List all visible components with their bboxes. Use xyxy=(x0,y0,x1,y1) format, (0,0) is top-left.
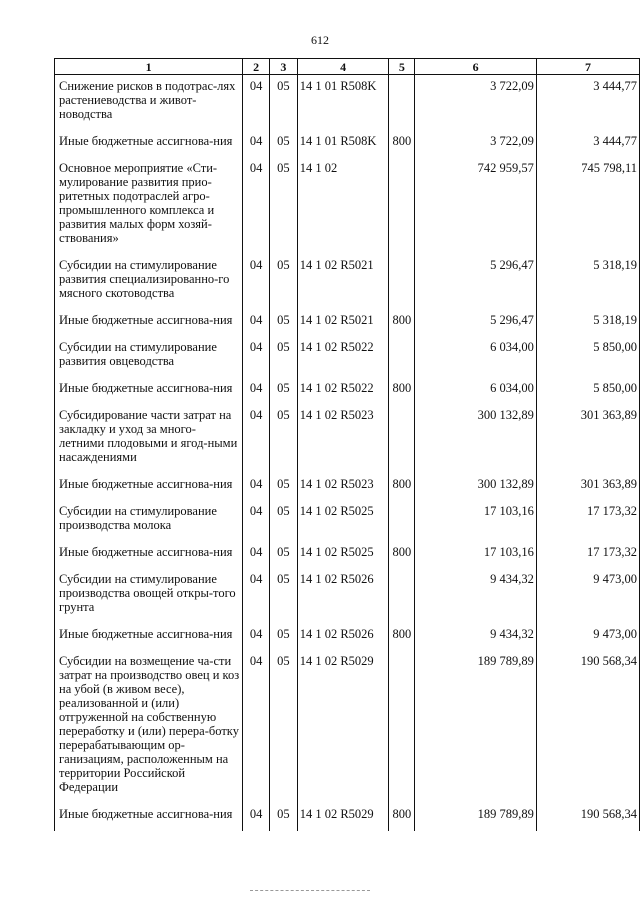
row-target-article: 14 1 02 R5022 xyxy=(297,377,389,404)
row-subsection: 05 xyxy=(269,75,297,131)
row-expense-type xyxy=(389,75,415,131)
bottom-divider xyxy=(250,890,370,891)
row-expense-type xyxy=(389,650,415,803)
row-name: Субсидии на стимулирование развития овцеводства xyxy=(55,336,243,377)
row-name: Субсидии на стимулирование производства молока xyxy=(55,500,243,541)
row-expense-type: 800 xyxy=(389,623,415,650)
row-name: Субсидии на стимулирование производства овощей откры-того грунта xyxy=(55,568,243,623)
row-amount-col6: 9 434,32 xyxy=(415,568,537,623)
row-amount-col7: 5 318,19 xyxy=(536,254,639,309)
row-subsection: 05 xyxy=(269,650,297,803)
row-section: 04 xyxy=(243,336,270,377)
row-subsection: 05 xyxy=(269,803,297,831)
row-amount-col6: 5 296,47 xyxy=(415,254,537,309)
row-amount-col7: 301 363,89 xyxy=(536,404,639,473)
row-amount-col6: 9 434,32 xyxy=(415,623,537,650)
row-amount-col7: 9 473,00 xyxy=(536,568,639,623)
row-amount-col7: 190 568,34 xyxy=(536,803,639,831)
page-number: 612 xyxy=(311,33,329,47)
row-section: 04 xyxy=(243,623,270,650)
table-row xyxy=(55,650,640,803)
row-expense-type: 800 xyxy=(389,309,415,336)
row-target-article: 14 1 02 R5025 xyxy=(297,541,389,568)
row-amount-col7: 190 568,34 xyxy=(536,650,639,803)
table-row xyxy=(55,500,640,541)
row-expense-type xyxy=(389,568,415,623)
table-row xyxy=(55,404,640,473)
row-subsection: 05 xyxy=(269,157,297,254)
row-expense-type: 800 xyxy=(389,377,415,404)
row-amount-col7: 3 444,77 xyxy=(536,75,639,131)
table-row xyxy=(55,541,640,568)
row-subsection: 05 xyxy=(269,500,297,541)
table-row xyxy=(55,309,640,336)
row-amount-col6: 17 103,16 xyxy=(415,541,537,568)
row-amount-col7: 17 173,32 xyxy=(536,500,639,541)
column-header-2: 2 xyxy=(243,59,270,75)
row-target-article: 14 1 02 R5026 xyxy=(297,623,389,650)
row-subsection: 05 xyxy=(269,541,297,568)
table-row xyxy=(55,336,640,377)
row-section: 04 xyxy=(243,254,270,309)
column-header-1: 1 xyxy=(55,59,243,75)
row-section: 04 xyxy=(243,568,270,623)
column-header-5: 5 xyxy=(389,59,415,75)
row-amount-col7: 17 173,32 xyxy=(536,541,639,568)
row-amount-col7: 3 444,77 xyxy=(536,130,639,157)
table-row xyxy=(55,130,640,157)
row-subsection: 05 xyxy=(269,254,297,309)
row-target-article: 14 1 01 R508K xyxy=(297,130,389,157)
row-amount-col6: 189 789,89 xyxy=(415,803,537,831)
row-amount-col7: 5 850,00 xyxy=(536,336,639,377)
table-row xyxy=(55,473,640,500)
row-expense-type xyxy=(389,500,415,541)
row-name: Субсидирование части затрат на закладку и уход за много-летними плодовыми и ягод-ными насаждениями xyxy=(55,404,243,473)
row-amount-col6: 6 034,00 xyxy=(415,336,537,377)
row-section: 04 xyxy=(243,377,270,404)
row-target-article: 14 1 02 R5022 xyxy=(297,336,389,377)
row-target-article: 14 1 02 xyxy=(297,157,389,254)
row-amount-col6: 742 959,57 xyxy=(415,157,537,254)
row-subsection: 05 xyxy=(269,309,297,336)
row-name: Иные бюджетные ассигнова-ния xyxy=(55,130,243,157)
row-amount-col6: 189 789,89 xyxy=(415,650,537,803)
budget-table xyxy=(54,58,640,831)
row-target-article: 14 1 02 R5023 xyxy=(297,404,389,473)
table-row xyxy=(55,803,640,831)
table-header-row xyxy=(55,59,640,75)
table-row xyxy=(55,75,640,131)
column-header-7: 7 xyxy=(536,59,639,75)
row-subsection: 05 xyxy=(269,623,297,650)
row-expense-type xyxy=(389,157,415,254)
row-expense-type: 800 xyxy=(389,541,415,568)
row-target-article: 14 1 02 R5029 xyxy=(297,803,389,831)
row-subsection: 05 xyxy=(269,404,297,473)
row-target-article: 14 1 02 R5021 xyxy=(297,254,389,309)
row-target-article: 14 1 02 R5021 xyxy=(297,309,389,336)
row-target-article: 14 1 02 R5029 xyxy=(297,650,389,803)
row-name: Иные бюджетные ассигнова-ния xyxy=(55,803,243,831)
row-section: 04 xyxy=(243,541,270,568)
table-row xyxy=(55,157,640,254)
table-body xyxy=(55,75,640,832)
row-expense-type: 800 xyxy=(389,803,415,831)
row-section: 04 xyxy=(243,75,270,131)
row-section: 04 xyxy=(243,157,270,254)
row-amount-col7: 301 363,89 xyxy=(536,473,639,500)
row-amount-col7: 5 318,19 xyxy=(536,309,639,336)
row-name: Иные бюджетные ассигнова-ния xyxy=(55,541,243,568)
column-header-4: 4 xyxy=(297,59,389,75)
row-amount-col7: 745 798,11 xyxy=(536,157,639,254)
row-amount-col7: 5 850,00 xyxy=(536,377,639,404)
table-row xyxy=(55,254,640,309)
row-amount-col6: 300 132,89 xyxy=(415,473,537,500)
row-amount-col6: 3 722,09 xyxy=(415,75,537,131)
row-name: Субсидии на стимулирование развития специализированно-го мясного скотоводства xyxy=(55,254,243,309)
row-subsection: 05 xyxy=(269,336,297,377)
row-name: Субсидии на возмещение ча-сти затрат на производство овец и коз на убой (в живом весе), реализованной и (или) отгруженной на собственную переработку и (или) перера-ботку перерабатывающим ор-ганизациям, расположенным на территории Российской Федерации xyxy=(55,650,243,803)
row-section: 04 xyxy=(243,650,270,803)
row-target-article: 14 1 01 R508K xyxy=(297,75,389,131)
row-subsection: 05 xyxy=(269,130,297,157)
row-target-article: 14 1 02 R5026 xyxy=(297,568,389,623)
row-expense-type xyxy=(389,336,415,377)
row-subsection: 05 xyxy=(269,377,297,404)
row-name: Иные бюджетные ассигнова-ния xyxy=(55,623,243,650)
row-target-article: 14 1 02 R5023 xyxy=(297,473,389,500)
row-name: Иные бюджетные ассигнова-ния xyxy=(55,473,243,500)
row-amount-col6: 3 722,09 xyxy=(415,130,537,157)
row-section: 04 xyxy=(243,309,270,336)
row-name: Основное мероприятие «Сти-мулирование развития прио-ритетных подотраслей агро-промышленного комплекса и развития малых форм хозяй-ствования» xyxy=(55,157,243,254)
row-amount-col7: 9 473,00 xyxy=(536,623,639,650)
row-amount-col6: 6 034,00 xyxy=(415,377,537,404)
row-amount-col6: 300 132,89 xyxy=(415,404,537,473)
row-target-article: 14 1 02 R5025 xyxy=(297,500,389,541)
row-expense-type xyxy=(389,254,415,309)
row-section: 04 xyxy=(243,130,270,157)
row-section: 04 xyxy=(243,473,270,500)
table-row xyxy=(55,568,640,623)
row-section: 04 xyxy=(243,500,270,541)
row-expense-type: 800 xyxy=(389,473,415,500)
column-header-6: 6 xyxy=(415,59,537,75)
row-name: Иные бюджетные ассигнова-ния xyxy=(55,309,243,336)
row-name: Иные бюджетные ассигнова-ния xyxy=(55,377,243,404)
row-section: 04 xyxy=(243,404,270,473)
row-name: Снижение рисков в подотрас-лях растениеводства и живот-новодства xyxy=(55,75,243,131)
table-row xyxy=(55,623,640,650)
row-expense-type: 800 xyxy=(389,130,415,157)
row-section: 04 xyxy=(243,803,270,831)
row-subsection: 05 xyxy=(269,568,297,623)
row-expense-type xyxy=(389,404,415,473)
row-amount-col6: 17 103,16 xyxy=(415,500,537,541)
column-header-3: 3 xyxy=(269,59,297,75)
row-amount-col6: 5 296,47 xyxy=(415,309,537,336)
row-subsection: 05 xyxy=(269,473,297,500)
table-row xyxy=(55,377,640,404)
